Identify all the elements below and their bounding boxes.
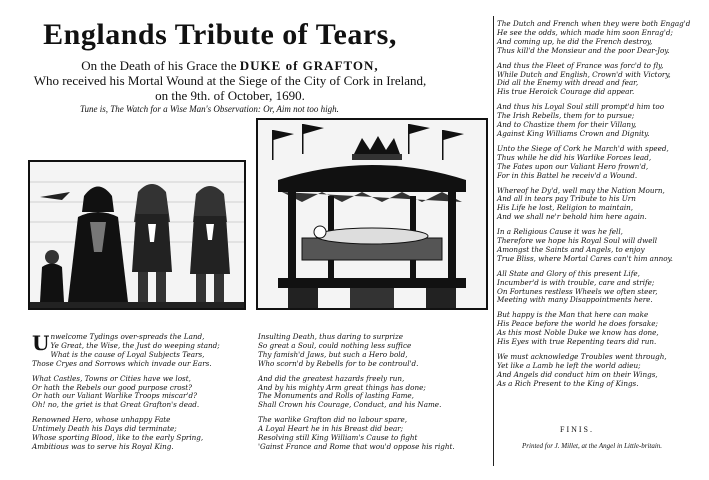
stanza	[258, 333, 490, 369]
verse-line: Thus while he did his Warlike Forces lead,	[497, 152, 652, 162]
verse-line: True Bliss, where Mortal Cares can't him annoy.	[497, 253, 673, 263]
verse-line: Or hath our Valiant Warlike Troops miscar'd?	[32, 391, 197, 401]
broadside-subtitle	[20, 58, 440, 103]
verse-line: What Castles, Towns or Cities have we lost,	[32, 373, 191, 383]
stanza	[32, 375, 247, 411]
verse-line: Whose sporting Blood, like to the early Spring,	[32, 433, 204, 443]
hearse-woodcut	[256, 118, 488, 310]
verse-line: Ambitious was to serve his Royal King.	[32, 441, 174, 451]
finis-mark: FINIS.	[560, 425, 595, 434]
stanza	[32, 416, 247, 452]
verse-line: Insulting Death, thus daring to surprize	[258, 332, 404, 341]
stanza	[497, 20, 705, 56]
verse-line: The warlike Grafton did no labour spare,	[258, 415, 408, 425]
stanza	[497, 187, 705, 223]
stanza	[32, 333, 247, 369]
verse-line: And thus the Fleet of France was forc'd to fly,	[497, 60, 664, 70]
verse-line: But happy is the Man that here can make	[497, 310, 649, 320]
subtitle-line-2: Who received his Mortal Wound at the Siege of the City of Cork in Ireland,	[33, 73, 427, 88]
verse-line: Resolving still King William's Cause to fight	[258, 433, 418, 443]
verse-line: The Fates upon our Valiant Hero frown'd,	[497, 161, 649, 171]
subtitle-duke-name: DUKE of GRAFTON,	[239, 58, 379, 73]
stanza	[497, 270, 705, 306]
verse-line: Amongst the Saints and Angels, to enjoy	[497, 244, 645, 254]
verse-line: All State and Glory of this present Life,	[497, 268, 640, 278]
verse-line: So great a Soul, could nothing less suffice	[258, 340, 412, 350]
verse-line: And did the greatest hazards freely run,	[258, 373, 405, 383]
verse-column-3	[497, 20, 705, 395]
stanza	[497, 311, 705, 347]
verse-line: Thy famish'd Jaws, but such a Hero bold,	[258, 349, 408, 359]
broadside-title: Englands Tribute of Tears,	[43, 18, 397, 51]
verse-line: And we shall ne'r behold him here again.	[497, 212, 647, 222]
verse-column-1	[32, 333, 247, 458]
verse-line: Or hath the Rebels our good purpose crost?	[32, 382, 193, 392]
verse-line: Incumber'd is with trouble, care and strife;	[497, 277, 655, 287]
verse-line: Meeting with many Disappointments here.	[497, 295, 653, 305]
verse-line: 'Gainst France and Rome that wou'd oppose his right.	[258, 441, 455, 451]
subtitle-line-1	[20, 58, 440, 73]
tune-line: Tune is, The Watch for a Wise Man's Observation: Or, Aim not too high.	[80, 104, 339, 114]
verse-line: What is the cause of Loyal Subjects Tears,	[50, 349, 205, 359]
verse-line: The Irish Rebells, them for to pursue;	[497, 111, 635, 121]
verse-line: Shall Crown his Courage, Conduct, and his Name.	[258, 400, 442, 410]
verse-line: His Peace before the world he does forsake;	[497, 319, 658, 329]
verse-line: And all in tears pay Tribute to his Urn	[497, 194, 636, 204]
stanza	[497, 145, 705, 181]
verse-line: His true Heroick Courage did appear.	[497, 87, 635, 97]
verse-line: His Life he lost, Religion to maintain,	[497, 203, 634, 213]
hearse-woodcut-illustration	[258, 120, 486, 308]
verse-line: The Dutch and French when they were both Engag'd	[497, 19, 691, 28]
stanza	[497, 62, 705, 98]
verse-line: And thus his Loyal Soul still prompt'd him too	[497, 102, 665, 112]
stanza	[497, 103, 705, 139]
stanza	[258, 375, 490, 411]
verse-line: Oh! no, the griet is that Great Grafton's dead.	[32, 400, 200, 410]
drop-cap: U	[32, 331, 50, 355]
verse-line: He see the odds, which made him soon Enrag'd;	[497, 27, 673, 37]
verse-line: And coming up, he did the French destroy,	[497, 36, 653, 46]
verse-line: Renowned Hero, whose unhappy Fate	[32, 415, 171, 425]
verse-line: For in this Battel he receiv'd a Wound.	[497, 170, 638, 180]
verse-line: His Eyes with true Repenting tears did run.	[497, 337, 657, 347]
verse-line: nwelcome Tydings over-spreads the Land,	[50, 332, 205, 341]
verse-line: Thus kill'd the Monsieur and the poor Dear-Joy.	[497, 45, 670, 55]
verse-line: Those Cryes and Sorrows which invade our Ears.	[32, 358, 212, 368]
verse-line: And by his mighty Arm great things has done;	[258, 382, 426, 392]
mourners-woodcut-illustration	[30, 162, 244, 308]
subtitle-prefix: On the Death of his Grace the	[81, 58, 240, 73]
verse-line: Untimely Death his Days did terminate;	[32, 424, 177, 434]
verse-line: On Fortunes restless Wheels we often steer,	[497, 286, 658, 296]
verse-line: Whereof he Dy'd, well may the Nation Mourn,	[497, 185, 665, 195]
verse-line: While Dutch and English, Crown'd with Victory,	[497, 69, 671, 79]
stanza	[258, 416, 490, 452]
verse-line: The Monuments and Rolls of lasting Fame,	[258, 391, 414, 401]
verse-line: As a Rich Present to the King of Kings.	[497, 378, 639, 388]
verse-line: Who scorn'd by Rebells for to be controul'd.	[258, 358, 419, 368]
verse-line: As this most Noble Duke we know has done,	[497, 328, 659, 338]
stanza	[497, 228, 705, 264]
verse-line: Ye Great, the Wise, the Just do weeping stand;	[50, 340, 220, 350]
verse-line: And to Chastize them for their Villany,	[497, 120, 637, 130]
printer-imprint: Printed for J. Millet, at the Angel in Little-britain.	[522, 442, 663, 450]
verse-line: In a Religious Cause it was he fell,	[497, 227, 623, 237]
verse-line: A Loyal Heart he in his Breast did bear;	[258, 424, 404, 434]
verse-line: Against King Williams Crown and Dignity.	[497, 128, 650, 138]
mourners-woodcut	[28, 160, 246, 310]
verse-line: And Angels did conduct him on their Wings,	[497, 369, 658, 379]
verse-line: Unto the Siege of Cork he March'd with speed,	[497, 143, 669, 153]
verse-line: We must acknowledge Troubles went through,	[497, 352, 667, 361]
column-divider	[493, 16, 494, 466]
stanza	[497, 353, 705, 389]
subtitle-line-3: on the 9th. of October, 1690.	[155, 88, 305, 103]
verse-line: Did all the Enemy with dread and fear,	[497, 78, 639, 88]
verse-line: Yet like a Lamb he left the world adieu;	[497, 360, 641, 370]
verse-column-2	[258, 333, 490, 458]
verse-line: Therefore we hope his Royal Soul will dwell	[497, 236, 658, 246]
